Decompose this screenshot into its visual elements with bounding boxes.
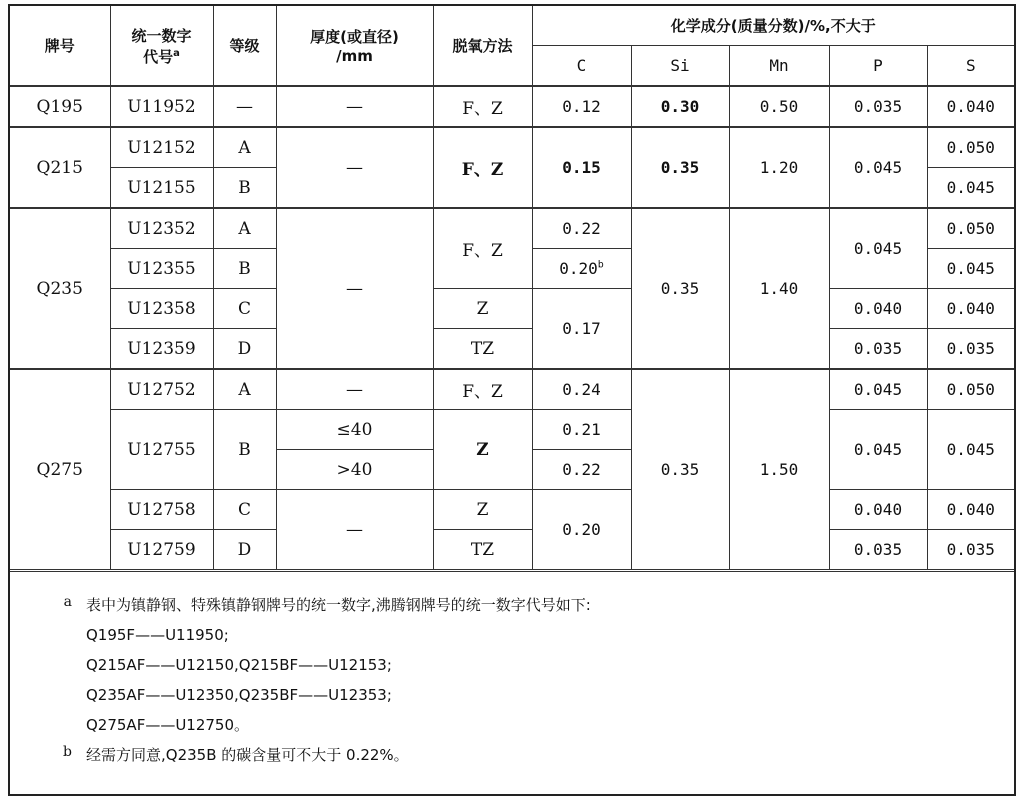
thickness-cell: >40 [276, 450, 433, 490]
footnotes [10, 571, 1014, 770]
s-cell: 0.050 [927, 127, 1014, 168]
footnote-b-mark: b [63, 744, 72, 760]
footnote-a-line: Q275AF——U12750。 [86, 716, 250, 734]
header-deoxidation: 脱氧方法 [433, 6, 532, 86]
level-cell: B [213, 410, 276, 490]
thickness-cell: ≤40 [276, 410, 433, 450]
c-cell: 0.22 [532, 450, 631, 490]
header-code: 统一数字 代号$^a$ [110, 6, 213, 86]
mn-cell: 0.50 [729, 86, 829, 127]
footnote-a-mark: a [63, 594, 72, 610]
p-cell: 0.040 [829, 490, 927, 530]
table-row [10, 86, 1014, 127]
deox-cell: F、Z [433, 86, 532, 127]
document-frame [8, 4, 1016, 796]
code-cell: U12755 [110, 410, 213, 490]
grade-cell: Q235 [10, 208, 110, 369]
footnote-a-line: Q195F——U11950; [86, 626, 229, 644]
footnote-b-line: 经需方同意,Q235B 的碳含量可不大于 0.22%。 [86, 746, 409, 764]
header-p: P [829, 46, 927, 87]
grade-cell: Q215 [10, 127, 110, 208]
footnote-b [10, 740, 1014, 770]
code-cell: U12155 [110, 168, 213, 209]
p-cell: 0.035 [829, 530, 927, 570]
code-cell: U12759 [110, 530, 213, 570]
code-cell: U12352 [110, 208, 213, 249]
deox-cell: Z [433, 410, 532, 490]
code-cell: U12758 [110, 490, 213, 530]
p-cell: 0.035 [829, 329, 927, 370]
table-row [10, 530, 1014, 570]
thickness-cell: — [276, 127, 433, 208]
footnote-a [10, 590, 1014, 740]
level-cell: A [213, 127, 276, 168]
s-cell: 0.045 [927, 168, 1014, 209]
c-cell: 0.24 [532, 369, 631, 410]
si-cell: 0.35 [631, 127, 729, 208]
footnote-a-line: 表中为镇静钢、特殊镇静钢牌号的统一数字,沸腾钢牌号的统一数字代号如下: [86, 596, 591, 614]
p-cell: 0.045 [829, 410, 927, 490]
footnote-a-line: Q235AF——U12350,Q235BF——U12353; [86, 686, 392, 704]
thickness-cell: — [276, 369, 433, 410]
c-cell: 0.20$^b$ [532, 249, 631, 289]
deox-cell: TZ [433, 530, 532, 570]
header-s: S [927, 46, 1014, 87]
chemical-composition-table [10, 6, 1014, 570]
s-cell: 0.035 [927, 329, 1014, 370]
table-row [10, 490, 1014, 530]
p-cell: 0.045 [829, 208, 927, 289]
header-level: 等级 [213, 6, 276, 86]
deox-cell: Z [433, 490, 532, 530]
table-row [10, 410, 1014, 450]
c-cell: 0.20 [532, 490, 631, 570]
s-cell: 0.045 [927, 410, 1014, 490]
header-si: Si [631, 46, 729, 87]
deox-cell: F、Z [433, 208, 532, 289]
p-cell: 0.045 [829, 369, 927, 410]
table-row [10, 289, 1014, 329]
deox-cell: TZ [433, 329, 532, 370]
s-cell: 0.035 [927, 530, 1014, 570]
s-cell: 0.040 [927, 86, 1014, 127]
s-cell: 0.045 [927, 249, 1014, 289]
thickness-cell: — [276, 490, 433, 570]
si-cell: 0.30 [631, 86, 729, 127]
level-cell: — [213, 86, 276, 127]
table-row [10, 127, 1014, 168]
deox-cell: F、Z [433, 369, 532, 410]
header-grade: 牌号 [10, 6, 110, 86]
code-cell: U12359 [110, 329, 213, 370]
s-cell: 0.050 [927, 208, 1014, 249]
mn-cell: 1.40 [729, 208, 829, 369]
p-cell: 0.035 [829, 86, 927, 127]
code-cell: U11952 [110, 86, 213, 127]
level-cell: B [213, 168, 276, 209]
mn-cell: 1.20 [729, 127, 829, 208]
c-cell: 0.22 [532, 208, 631, 249]
table-row [10, 369, 1014, 410]
c-cell: 0.12 [532, 86, 631, 127]
level-cell: B [213, 249, 276, 289]
s-cell: 0.040 [927, 289, 1014, 329]
s-cell: 0.050 [927, 369, 1014, 410]
table-row [10, 329, 1014, 370]
c-cell: 0.21 [532, 410, 631, 450]
code-cell: U12752 [110, 369, 213, 410]
s-cell: 0.040 [927, 490, 1014, 530]
si-cell: 0.35 [631, 369, 729, 570]
level-cell: C [213, 289, 276, 329]
si-cell: 0.35 [631, 208, 729, 369]
thickness-cell: — [276, 208, 433, 369]
header-thickness: 厚度(或直径) /mm [276, 6, 433, 86]
grade-cell: Q195 [10, 86, 110, 127]
level-cell: D [213, 329, 276, 370]
c-cell: 0.15 [532, 127, 631, 208]
level-cell: A [213, 208, 276, 249]
level-cell: C [213, 490, 276, 530]
header-row-1 [10, 6, 1014, 46]
footnote-b-marker: b [597, 259, 604, 271]
level-cell: A [213, 369, 276, 410]
header-chemical-composition: 化学成分(质量分数)/%,不大于 [532, 6, 1014, 46]
p-cell: 0.045 [829, 127, 927, 208]
thickness-cell: — [276, 86, 433, 127]
deox-cell: Z [433, 289, 532, 329]
table-row [10, 208, 1014, 249]
deox-cell: F、Z [433, 127, 532, 208]
p-cell: 0.040 [829, 289, 927, 329]
code-cell: U12358 [110, 289, 213, 329]
level-cell: D [213, 530, 276, 570]
header-mn: Mn [729, 46, 829, 87]
code-cell: U12152 [110, 127, 213, 168]
code-cell: U12355 [110, 249, 213, 289]
footnote-a-line: Q215AF——U12150,Q215BF——U12153; [86, 656, 392, 674]
header-c: C [532, 46, 631, 87]
mn-cell: 1.50 [729, 369, 829, 570]
grade-cell: Q275 [10, 369, 110, 570]
c-cell: 0.17 [532, 289, 631, 370]
